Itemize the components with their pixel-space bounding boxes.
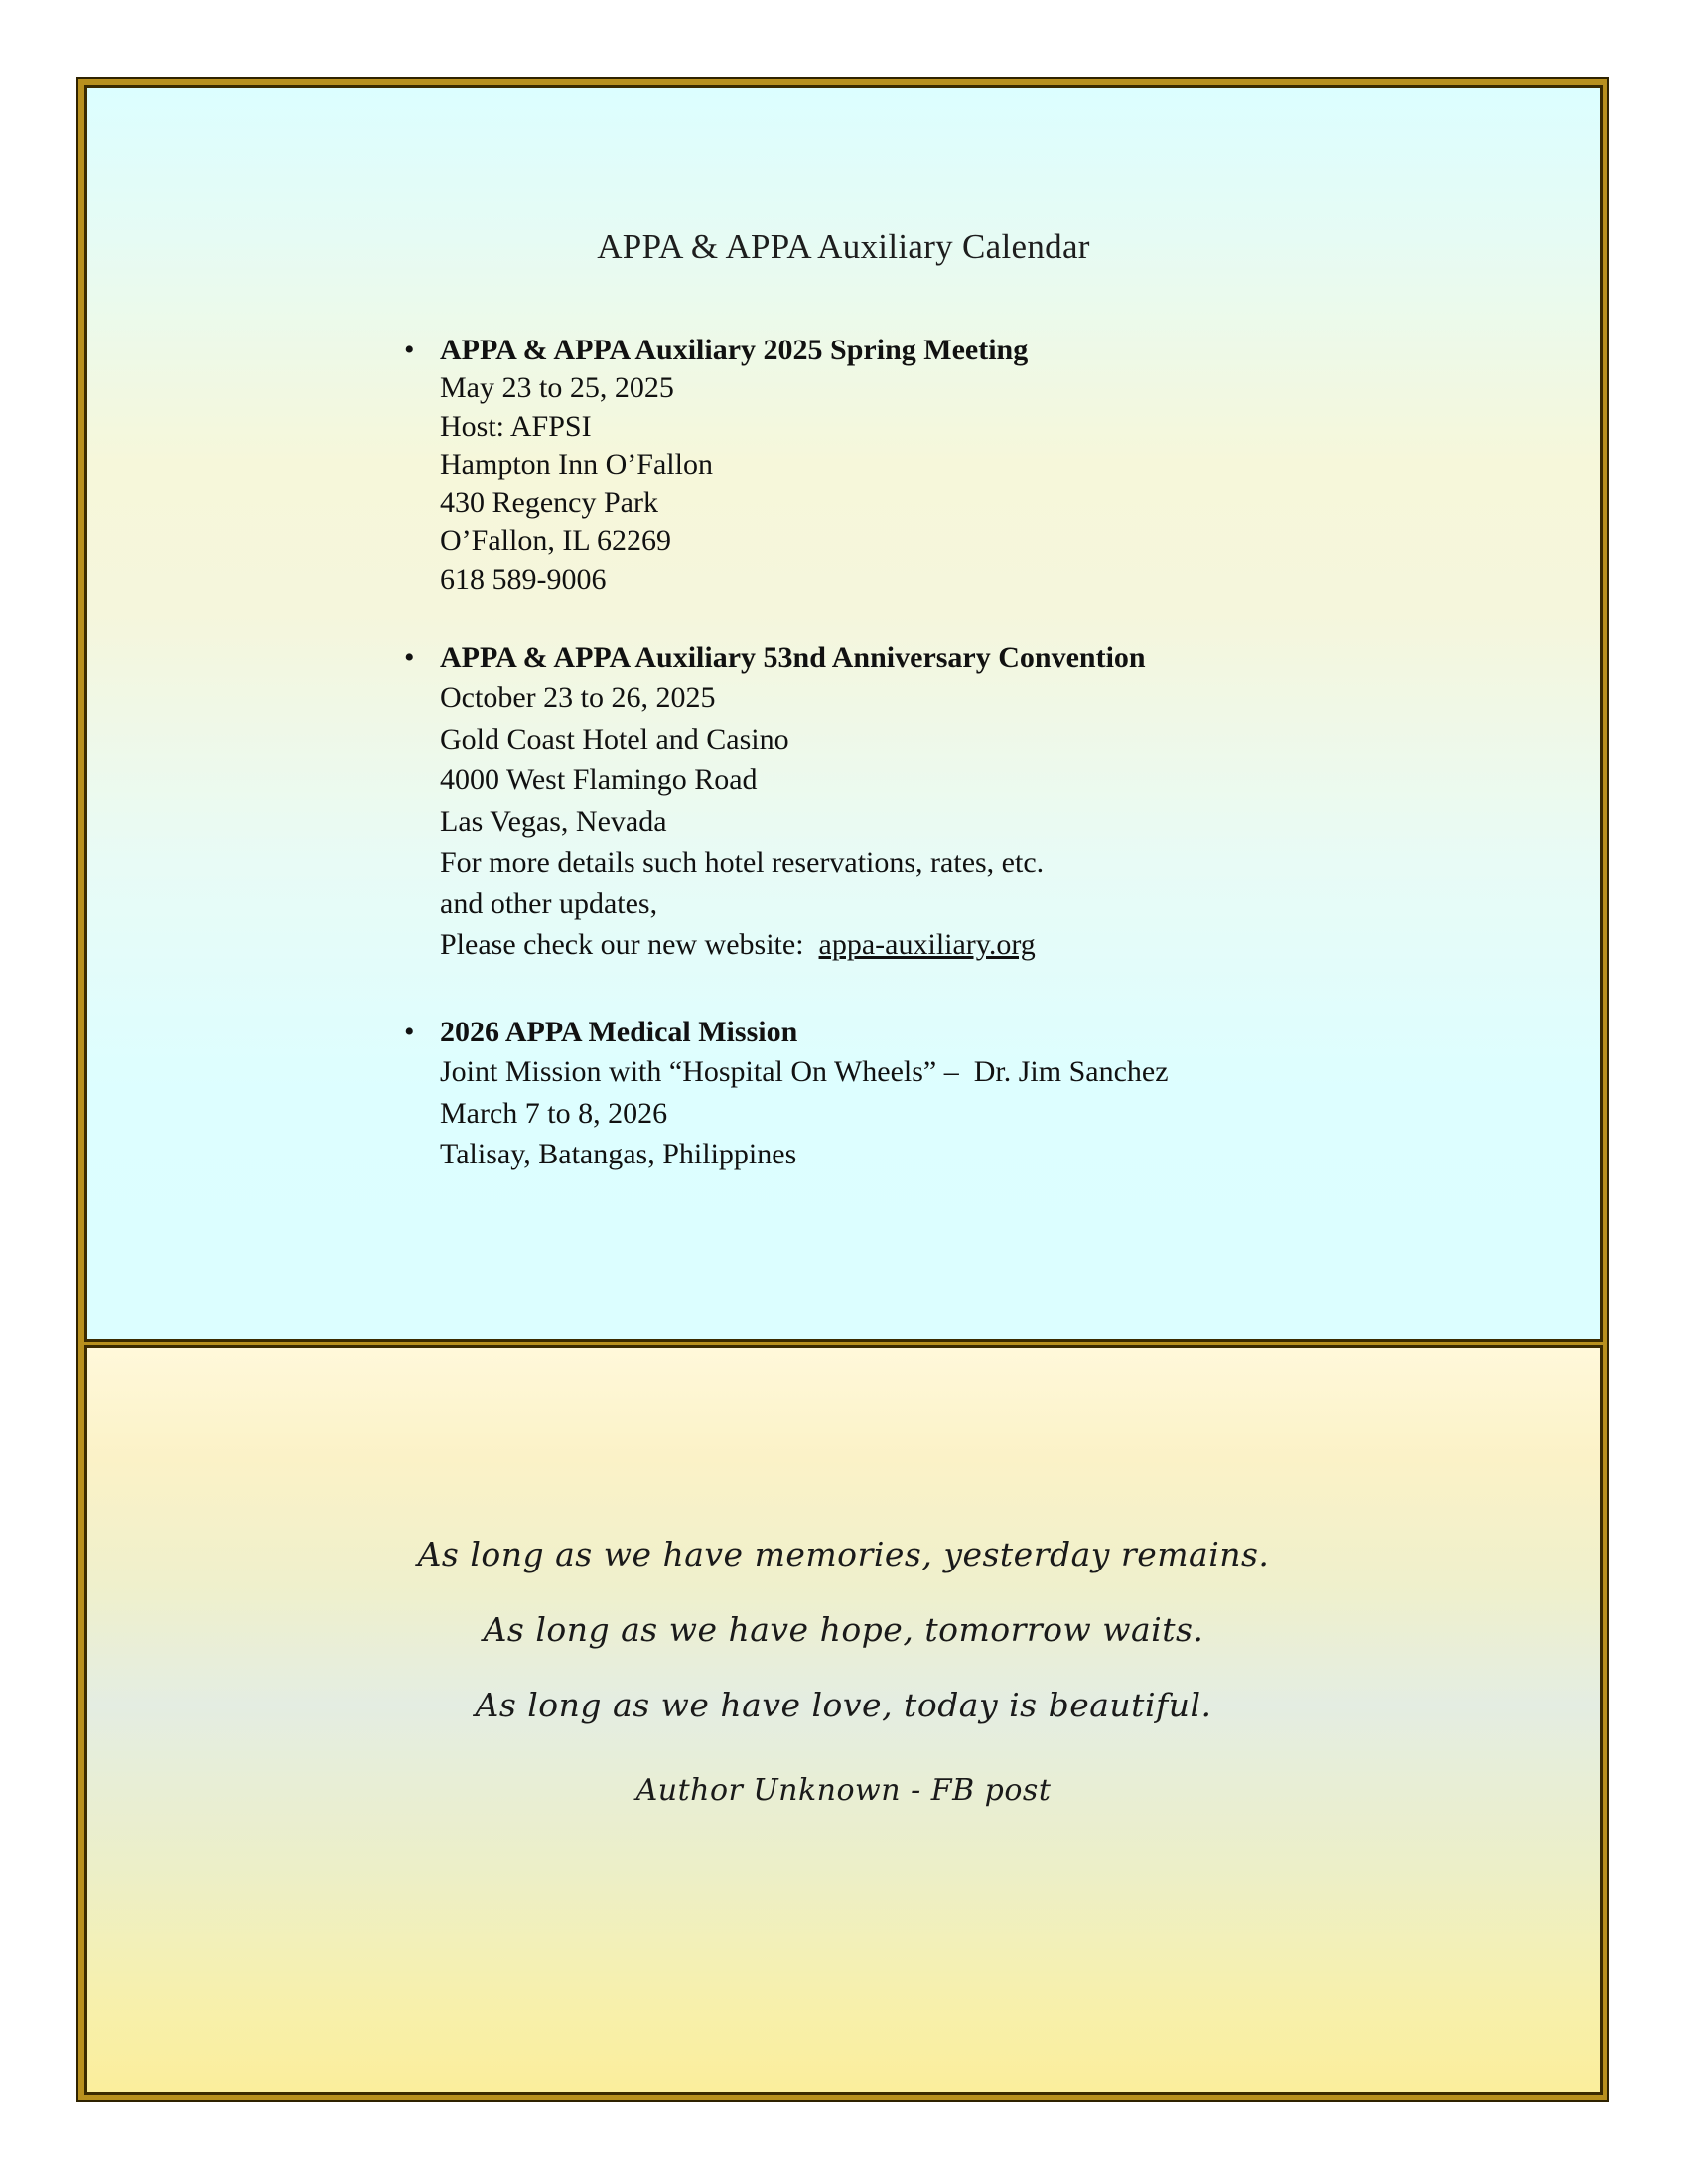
event-city: Las Vegas, Nevada [440, 804, 667, 838]
calendar-title: APPA & APPA Auxiliary Calendar [597, 227, 1090, 266]
event-title: 2026 APPA Medical Mission [440, 1016, 798, 1048]
event-address: 430 Regency Park [440, 485, 658, 519]
event-venue: Gold Coast Hotel and Casino [440, 722, 789, 755]
event-address: 4000 West Flamingo Road [440, 763, 758, 796]
event-details-text: For more details such hotel reservations, rates, etc. [440, 846, 1045, 879]
event-details-text: and other updates, [440, 887, 658, 920]
bullet-icon: • [404, 641, 415, 674]
event-anniversary-convention [404, 639, 1146, 966]
event-description: Joint Mission with “Hospital On Wheels” – Dr. Jim Sanchez [440, 1055, 1169, 1088]
website-prefix: Please check our new website: [440, 928, 819, 961]
bullet-icon: • [404, 334, 415, 366]
event-venue: Hampton Inn O’Fallon [440, 448, 713, 480]
quote-author: Author Unknown - FB post [635, 1773, 1052, 1808]
quote-panel [84, 1345, 1603, 2095]
event-phone: 618 589-9006 [440, 562, 607, 596]
event-city: O’Fallon, IL 62269 [440, 524, 672, 557]
event-website-line [440, 924, 1146, 966]
event-date: October 23 to 26, 2025 [440, 681, 716, 714]
event-host: Host: AFPSI [440, 409, 592, 443]
event-title: APPA & APPA Auxiliary 2025 Spring Meeting [440, 334, 1029, 366]
quote-line: As long as we have memories, yesterday remains. [417, 1535, 1270, 1573]
event-date: May 23 to 25, 2025 [440, 371, 674, 404]
event-title: APPA & APPA Auxiliary 53nd Anniversary Convention [440, 641, 1146, 674]
calendar-panel [84, 85, 1603, 1342]
event-date: March 7 to 8, 2026 [440, 1096, 668, 1130]
event-location: Talisay, Batangas, Philippines [440, 1138, 797, 1170]
quote-line: As long as we have love, today is beautiful. [475, 1686, 1212, 1724]
event-medical-mission [404, 1014, 1169, 1175]
event-spring-meeting [404, 332, 1029, 599]
website-link[interactable]: appa-auxiliary.org [818, 928, 1036, 961]
bullet-icon: • [404, 1016, 415, 1048]
quote-line: As long as we have hope, tomorrow waits. [483, 1610, 1204, 1649]
